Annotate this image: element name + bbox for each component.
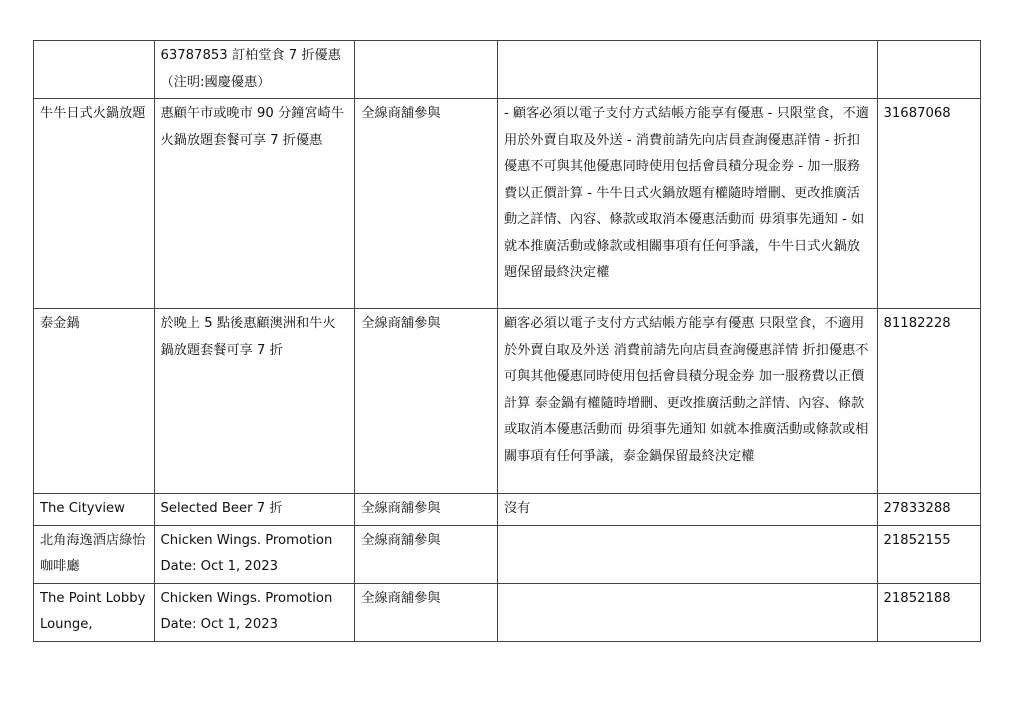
table-row (34, 309, 981, 494)
merchant-name-cell: 北角海逸酒店綠怡咖啡廳 (34, 525, 155, 583)
merchant-name-cell: The Point Lobby Lounge, (34, 583, 155, 641)
offer-cell: 於晚上 5 點後惠顧澳洲和牛火鍋放題套餐可享 7 折 (154, 309, 355, 494)
terms-cell (497, 583, 877, 641)
participation-cell (355, 41, 498, 99)
offer-cell: Selected Beer 7 折 (154, 494, 355, 526)
phone-cell: 81182228 (877, 309, 980, 494)
phone-cell: 21852188 (877, 583, 980, 641)
table-row (34, 41, 981, 99)
promotion-table (33, 40, 981, 642)
offer-cell: 63787853 訂柏堂食 7 折優惠（注明:國慶優惠） (154, 41, 355, 99)
offer-cell: Chicken Wings. Promotion Date: Oct 1, 2023 (154, 583, 355, 641)
merchant-name-cell: The Cityview (34, 494, 155, 526)
terms-cell (497, 525, 877, 583)
terms-cell: 顧客必須以電子支付方式結帳方能享有優惠 只限堂食，不適用於外賣自取及外送 消費前請先向店員查詢優惠詳情 折扣優惠不可與其他優惠同時使用包括會員積分現金券 加一服務費以正價計算 泰金鍋有權隨時增刪、更改推廣活動之詳情、內容、條款或取消本優惠活動而 毋須事先通知 如就本推廣活動或條款或相關事項有任何爭議，泰金鍋保留最終決定權 (497, 309, 877, 494)
table-row (34, 583, 981, 641)
table-row (34, 494, 981, 526)
participation-cell: 全線商舖參與 (355, 525, 498, 583)
participation-cell: 全線商舖參與 (355, 99, 498, 309)
merchant-name-cell: 牛牛日式火鍋放題 (34, 99, 155, 309)
table-row (34, 525, 981, 583)
table-row (34, 99, 981, 309)
phone-cell: 21852155 (877, 525, 980, 583)
terms-cell: 沒有 (497, 494, 877, 526)
phone-cell: 31687068 (877, 99, 980, 309)
merchant-name-cell (34, 41, 155, 99)
phone-cell (877, 41, 980, 99)
offer-cell: Chicken Wings. Promotion Date: Oct 1, 2023 (154, 525, 355, 583)
participation-cell: 全線商舖參與 (355, 309, 498, 494)
offer-cell: 惠顧午市或晚市 90 分鐘宮崎牛火鍋放題套餐可享 7 折優惠 (154, 99, 355, 309)
terms-cell (497, 41, 877, 99)
phone-cell: 27833288 (877, 494, 980, 526)
participation-cell: 全線商舖參與 (355, 494, 498, 526)
participation-cell: 全線商舖參與 (355, 583, 498, 641)
merchant-name-cell: 泰金鍋 (34, 309, 155, 494)
terms-cell: - 顧客必須以電子支付方式結帳方能享有優惠 - 只限堂食，不適用於外賣自取及外送 - 消費前請先向店員查詢優惠詳情 - 折扣優惠不可與其他優惠同時使用包括會員積分現金券 - 加一服務費以正價計算 - 牛牛日式火鍋放題有權隨時增刪、更改推廣活動之詳情、內容、條款或取消本優惠活動而 毋須事先通知 - 如就本推廣活動或條款或相關事項有任何爭議，牛牛日式火鍋放題保留最終決定權 (497, 99, 877, 309)
document-page (33, 40, 981, 642)
